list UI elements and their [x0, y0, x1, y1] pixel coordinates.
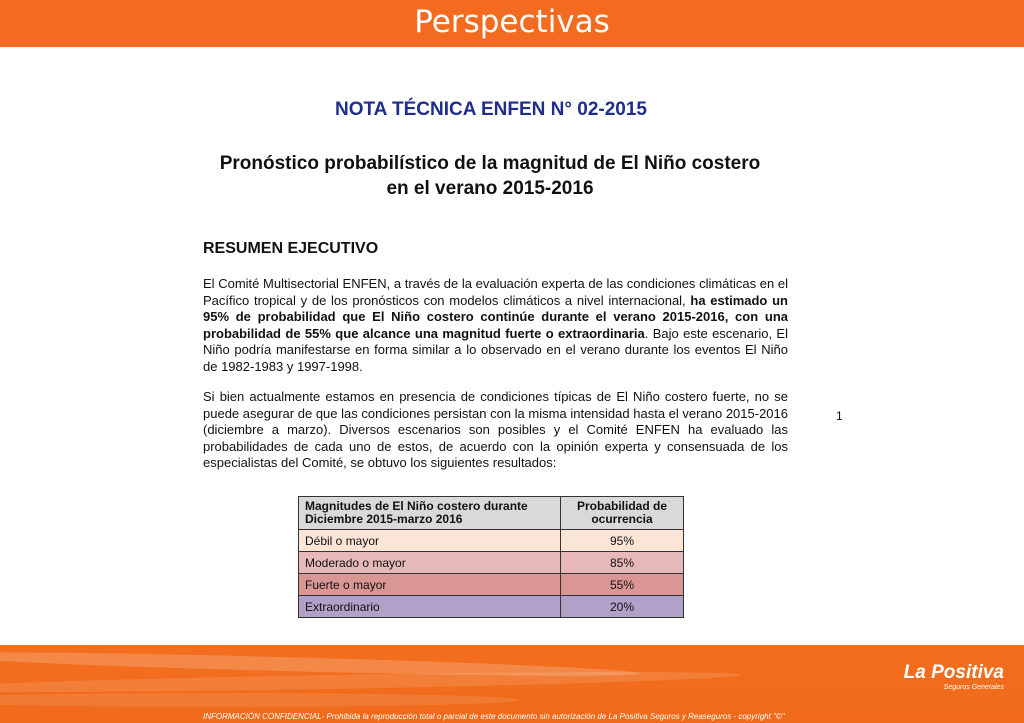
document-image [0, 47, 1024, 645]
table-row [299, 552, 684, 574]
footer-bar [0, 645, 1024, 723]
p1-text-bold: ha estimado un 95% de probabilidad que El Niño costero continúe durante el verano 2015-2016, con una probabilidad de 55% que alcance una magnitud fuerte o extraordinaria [203, 292, 788, 341]
row-value: 55% [561, 574, 684, 596]
page-number: 1 [836, 409, 843, 423]
document-title: NOTA TÉCNICA ENFEN N° 02-2015 [334, 99, 647, 120]
row-label: Moderado o mayor [299, 552, 561, 574]
confidentiality-disclaimer: INFORMACIÓN CONFIDENCIAL- Prohibida la reproducción total o parcial de este documento sin autorización de La Positiva Seguros y Reaseguros - copyright "©" [203, 712, 785, 721]
probability-table [298, 496, 684, 618]
table-row [299, 596, 684, 618]
p1-text-end: . Bajo este escenario, El Niño podría manifestarse en forma similar a lo observado en el verano durante los eventos El Niño de 1982-1983 y 1997-1998. [203, 325, 788, 374]
row-label: Extraordinario [299, 596, 561, 618]
section-heading: RESUMEN EJECUTIVO [203, 240, 379, 257]
header-bar [0, 0, 1024, 47]
row-label: Débil o mayor [299, 530, 561, 552]
company-logo [904, 663, 1004, 692]
table-row [299, 574, 684, 596]
summary-paragraph-1 [203, 276, 788, 375]
table-header-probability: Probabilidad de ocurrencia [561, 497, 684, 530]
logo-name: La Positiva [903, 662, 1004, 683]
table-header-row [299, 497, 684, 530]
subtitle-line-2: en el verano 2015-2016 [386, 178, 594, 199]
slide-title: Perspectivas [414, 4, 610, 40]
footer-swoosh [0, 693, 520, 707]
p1-text-start: El Comité Multisectorial ENFEN, a través de la evaluación experta de las condiciones climáticas en el Pacífico tropical y de los pronósticos con modelos climáticos a nivel internacional, [203, 276, 788, 308]
document-subtitle [200, 151, 780, 201]
row-label: Fuerte o mayor [299, 574, 561, 596]
logo-tagline: Seguros Generales [943, 684, 1004, 691]
table-row [299, 530, 684, 552]
subtitle-line-1: Pronóstico probabilístico de la magnitud de El Niño costero [219, 153, 761, 174]
summary-paragraph-2: Si bien actualmente estamos en presencia de condiciones típicas de El Niño costero fuerte, no se puede asegurar de que las condiciones persistan con la misma intensidad hasta el verano 2015-2016 (diciembre a marzo). Diversos escenarios son posibles y el Comité ENFEN ha evaluado las probabilidades de cada uno de estos, de acuerdo con la opinión experta y consensuada de los especialistas del Comité, se obtuvo los siguientes resultados: [203, 389, 788, 470]
table-header-magnitude: Magnitudes de El Niño costero durante Diciembre 2015-marzo 2016 [299, 497, 561, 530]
row-value: 85% [561, 552, 684, 574]
row-value: 20% [561, 596, 684, 618]
row-value: 95% [561, 530, 684, 552]
